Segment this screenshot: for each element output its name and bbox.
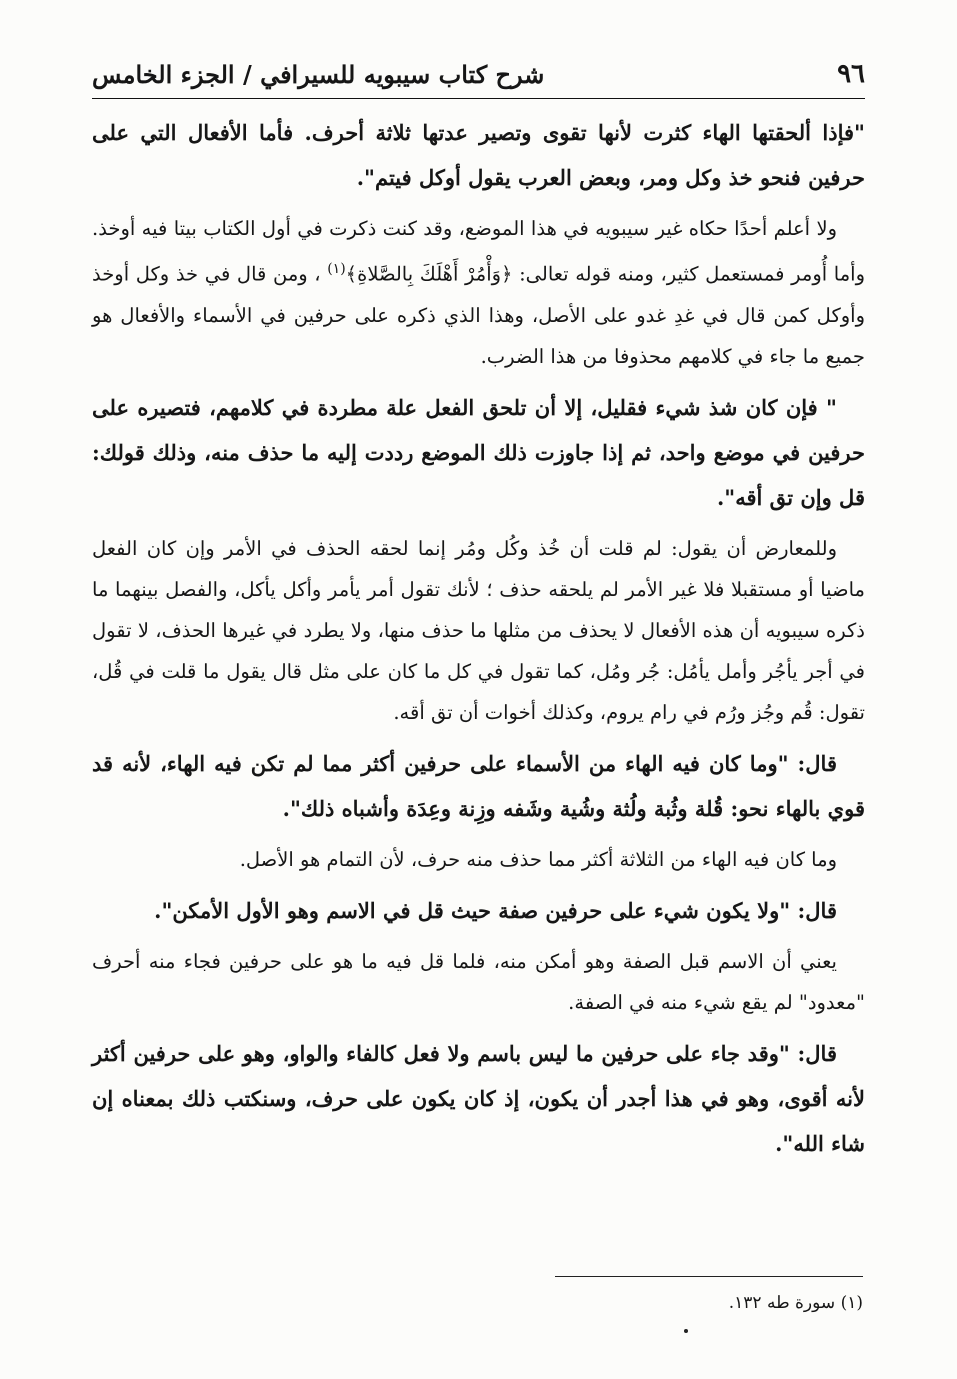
page-header <box>92 54 865 94</box>
paragraph-quote <box>92 1031 865 1166</box>
paragraph-text: وما كان فيه الهاء من الثلاثة أكثر مما حذف منه حرف، لأن التمام هو الأصل. <box>239 847 837 871</box>
page-body <box>92 110 865 1174</box>
paragraph-text: وللمعارض أن يقول: لم قلت أن خُذ وكُل ومُر إنما لحقه الحذف في الأمر وإن كان الفعل ماضيا أو مستقبلا فلا غير الأمر لم يلحقه حذف ؛ لأنك تقول أمر يأمر وأكل يأكل، والفصل بينهما ما ذكره سيبويه أن هذه الأفعال لا يحذف من مثلها ما حذف منها، ولا يطرد في غيرها الحذف، لا تقول في أجر يأجُر وأمل يأمُل: جُر ومُل، كما تقول في كل ما كان على مثل قال يقول ما قلت في قُل، تقول: قُم وجُز ورُم في رام يروم، وكذلك أخوات أن تق أقه. <box>92 536 865 724</box>
page-number: ٩٦ <box>837 59 865 89</box>
paragraph-text: " فإن كان شذ شيء فقليل، إلا أن تلحق الفعل علة مطردة في كلامهم، فتصيره على حرفين في موضع واحد، ثم إذا جاوزت ذلك الموضع رددت إليه ما حذف منه، وذلك قولك: قل وإن تق أقه". <box>92 394 865 510</box>
paragraph-commentary <box>92 208 865 377</box>
paragraph-text: يعني أن الاسم قبل الصفة وهو أمكن منه، فلما قل فيه ما هو على حرفين فجاء منه أحرف "معدود" لم يقع شيء منه في الصفة. <box>92 949 865 1014</box>
footnote-rule <box>555 1276 863 1277</box>
header-rule <box>92 98 865 99</box>
paragraph-quote <box>92 110 865 200</box>
footnote-marker: (١) <box>327 261 346 277</box>
paragraph-commentary <box>92 941 865 1023</box>
paragraph-text: قال: "وقد جاء على حرفين ما ليس باسم ولا فعل كالفاء والواو، وهو على حرفين أكثر لأنه أقوى، وهو في هذا أجدر أن يكون، إذ كان يكون على حرف، وسنكتب ذلك بمعناه إن شاء الله". <box>92 1040 865 1156</box>
paragraph-quote <box>92 741 865 831</box>
stray-dot <box>684 1329 688 1333</box>
footnote: (١) سورة طه ١٣٢. <box>728 1293 863 1313</box>
paragraph-quote <box>92 385 865 520</box>
paragraph-text: قال: "ولا يكون شيء على حرفين صفة حيث قل في الاسم وهو الأول الأمكن". <box>154 897 837 923</box>
paragraph-commentary <box>92 839 865 880</box>
running-title: شرح كتاب سيبويه للسيرافي / الجزء الخامس <box>92 59 545 89</box>
paragraph-commentary <box>92 528 865 733</box>
paragraph-text: قال: "وما كان فيه الهاء من الأسماء على حرفين أكثر مما لم تكن فيه الهاء، لأنه قد قوي بالهاء نحو: قُلة وثُبة ولُثة وشُية وشَفه وزِنة وعِدَة وأشباه ذلك". <box>92 750 865 821</box>
paragraph-text: "فإذا ألحقتها الهاء كثرت لأنها تقوى وتصير عدتها ثلاثة أحرف. فأما الأفعال التي على حرفين فنحو خذ وكل ومر، وبعض العرب يقول أوكل فيتم". <box>92 120 865 190</box>
paragraph-text-continued: ، ومن قال في خذ وكل أوخذ وأوكل كمن قال في غدِ غدو على الأصل، وهذا الذي ذكره على حرفين في الأسماء والأفعال هو جميع ما جاء في كلامهم محذوفا من هذا الضرب. <box>92 262 865 368</box>
paragraph-text: ولا أعلم أحدًا حكاه غير سيبويه في هذا الموضع، وقد كنت ذكرت في أول الكتاب بيتا فيه أوخذ. وأما أُومر فمستعمل كثير، ومنه قوله تعالى: ﴿وَأْمُرْ أَهْلَكَ بِالصَّلاةِ﴾ <box>92 217 865 286</box>
paragraph-quote <box>92 888 865 933</box>
